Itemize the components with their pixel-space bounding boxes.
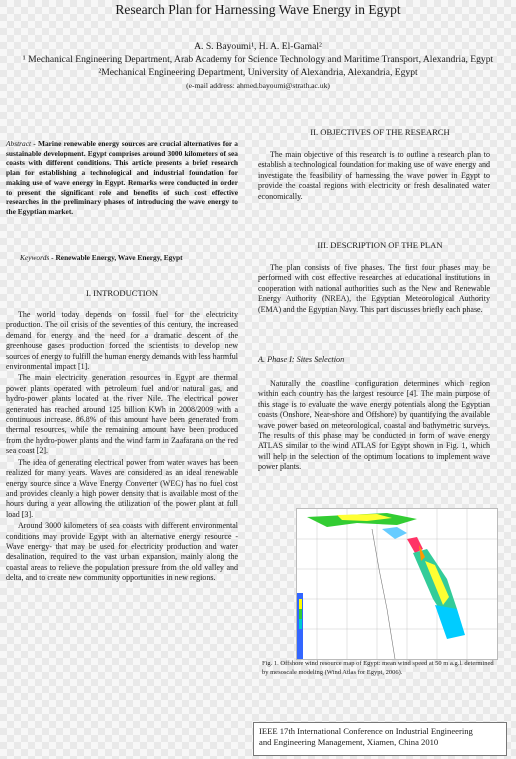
- conference-line-1: IEEE 17th International Conference on Industrial Engineering: [259, 726, 473, 736]
- paper-title: Research Plan for Harnessing Wave Energy in Egypt: [115, 2, 401, 17]
- section-heading-objectives: II. OBJECTIVES OF THE RESEARCH: [310, 127, 450, 137]
- section-heading-plan: III. DESCRIPTION OF THE PLAN: [317, 240, 443, 250]
- abstract: [6, 139, 238, 217]
- paragraph: The main objective of this research is to outline a research plan to establish a technological foundation for making use of wave energy and investigate the feasibility of harnessing the wave power in Egypt to provide the coastal regions with electricity or fresh desalinated water economically.: [258, 150, 490, 201]
- paragraph: Naturally the coastline configuration determines which region within each country has the largest resource [4]. The main purpose of this stage is to evaluate the wave energy potentials along the Egyptian coasts (Onshore, Near-shore and Offshore) by quantifying the available wave power based on meteorological, coastal and bathymetric surveys. The results of this phase may be conducted in form of wave energy ATLAS similar to the wind ATLAS for Egypt shown in Fig. 1, which will help in the selection of the optimum locations to implement wave power plants.: [258, 379, 490, 472]
- plan-body: [258, 263, 490, 316]
- author-block: [0, 40, 516, 92]
- affiliation-2: ²Mechanical Engineering Department, University of Alexandria, Alexandria, Egypt: [98, 67, 418, 78]
- wind-resource-map-figure: [296, 508, 498, 660]
- paragraph: The idea of generating electrical power from water waves has been realized for many years. Waves are considered as an ideal renewable energy source since a Wave Energy Converter (WEC) has no fuel cost and provides cleanly a high power density that is available most of the hours during a year allowing the utilization of the power plant at full load [3].: [6, 457, 238, 519]
- authors-line: A. S. Bayoumi¹, H. A. El-Gamal²: [194, 41, 322, 52]
- subsection-heading-phase1: A. Phase I: Sites Selection: [258, 355, 345, 364]
- egypt-wind-map: [297, 509, 497, 659]
- author-email: (e-mail address: ahmed.bayoumi@strath.ac.uk): [186, 81, 330, 90]
- paragraph: Around 3000 kilometers of sea coasts with different environmental conditions may provide Egypt with an alternative energy resource -Wave energy- that may be used for electricity production and water desalination, required to the vast urban expansion, mainly along the coastal areas to relieve the population pressure from the old valley and delta, and to create new community opportunities in new regions.: [6, 521, 238, 583]
- phase1-body: [258, 379, 490, 474]
- section-heading-introduction: I. INTRODUCTION: [85, 288, 159, 298]
- objectives-body: [258, 150, 490, 203]
- introduction-body: [6, 310, 238, 585]
- paragraph: The plan consists of five phases. The first four phases may be performed with cost effective researches at educational institutions in cooperation with national authorities such as the New and Renewable Energy Authority (NREA), the Egyptian Meteorological Authority (EMA) and the Egyptian Navy. This part discusses briefly each phase.: [258, 263, 490, 314]
- paragraph: The main electricity generation resources in Egypt are thermal power plants operated with petroleum fuel and/or natural gas, and hydro-power plants located at the river Nile. The electrical power generated has reached around 125 billion KWh in 2008/2009 with a continuous increase. 86.8% of this amount have been generated from thermal resources, while the remaining amount have been produced from the hydro-power plants and the wind farm in Zaafarana on the red sea coast [2].: [6, 373, 238, 456]
- abstract-label: Abstract: [6, 139, 32, 148]
- keywords: [20, 253, 238, 262]
- conference-line-2: and Engineering Management, Xiamen, China 2010: [259, 737, 439, 747]
- abstract-text: - Marine renewable energy sources are crucial alternatives for a sustainable development. Egypt comprises around 3000 kilometers of sea coasts with different conditions. This article presents a brief research plan for establishing a technological and industrial foundation for making use of wave energy in Egypt. Remarks were conducted in order to present the significant role and benefits of such cost effective researches in the preliminary phases of introducing the wave energy to the Egyptian market.: [6, 139, 238, 216]
- paragraph: The world today depends on fossil fuel for the electricity production. The oil crisis of the seventies of this century, the increased demand for energy and the need for a dramatic descent of the greenhouse gases production forced the scientists to develop new sources of energy to fulfill the human energy demands with less harmful environmental impact [1].: [6, 310, 238, 372]
- affiliation-1: ¹ Mechanical Engineering Department, Arab Academy for Science Technology and Maritime Transport, Alexandria, Egypt: [22, 54, 494, 65]
- conference-note: [253, 722, 507, 756]
- figure-caption: Fig. 1. Offshore wind resource map of Egypt: mean wind speed at 50 m a.g.l. determined by mesoscale modeling (Wind Atlas for Egypt, 2006).: [262, 660, 494, 676]
- keywords-label: Keywords: [20, 253, 50, 262]
- keywords-text: - Renewable Energy, Wave Energy, Egypt: [49, 253, 183, 262]
